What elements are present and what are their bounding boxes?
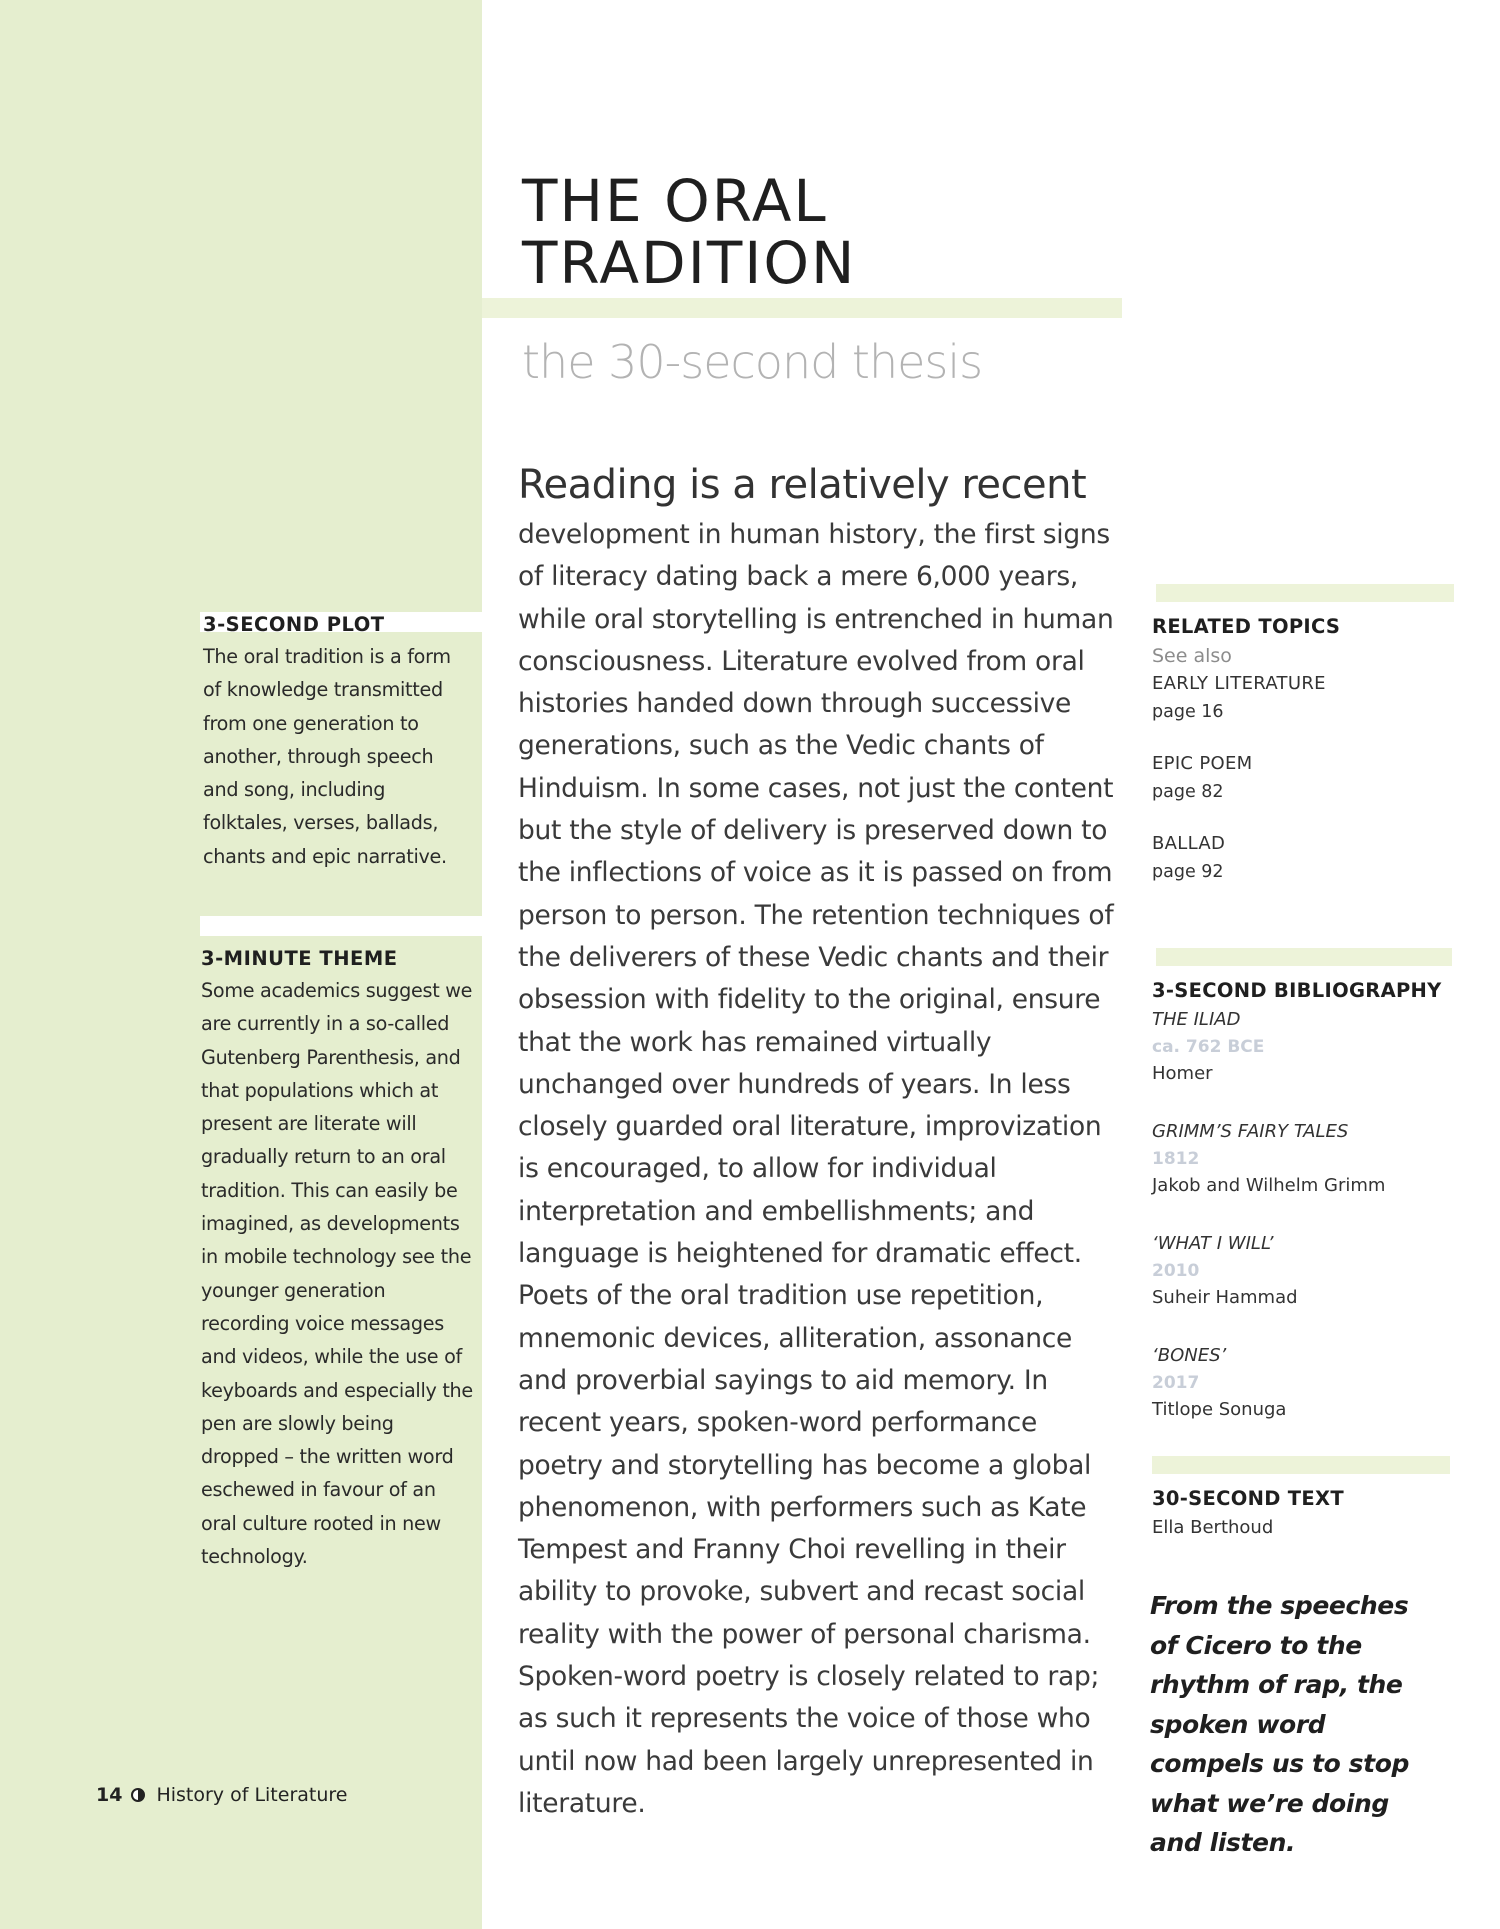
three-second-bibliography bbox=[1152, 976, 1452, 1424]
page-title bbox=[522, 167, 857, 297]
bibliography-author: Suheir Hammad bbox=[1152, 1287, 1298, 1308]
thesis-lead: Reading is a relatively recent bbox=[518, 462, 1087, 508]
related-item bbox=[1152, 750, 1452, 806]
bibliography-title: ‘BONES’ bbox=[1152, 1345, 1227, 1366]
bibliography-item bbox=[1152, 1118, 1452, 1200]
bibliography-item bbox=[1152, 1230, 1452, 1312]
related-item-title: BALLAD bbox=[1152, 833, 1226, 854]
theme-heading: 3-MINUTE THEME bbox=[201, 947, 398, 970]
bibliography-title: THE ILIAD bbox=[1152, 1009, 1241, 1030]
bibliography-year: 2017 bbox=[1152, 1373, 1200, 1393]
theme-text: Some academics suggest we are currently in a so-called Gutenberg Parenthesis, and that populations which at present are literate will gradually return to an oral tradition. This can easily be imagined, as developments in mobile technology see the younger generation recording voice messages and videos, while the use of keyboards and especially the pen are slowly being dropped – the written word eschewed in favour of an oral culture rooted in new technology. bbox=[201, 979, 473, 1569]
bibliography-heading: 3-SECOND BIBLIOGRAPHY bbox=[1152, 979, 1442, 1002]
pull-quote: From the speeches of Cicero to the rhythm of rap, the spoken word compels us to stop what we’re doing and listen. bbox=[1150, 1591, 1409, 1857]
related-heading: RELATED TOPICS bbox=[1152, 615, 1341, 638]
thesis-body: development in human history, the first signs of literacy dating back a mere 6,000 years, while oral storytelling is entrenched in human consciousness. Literature evolved from oral histories handed down through successive generations, such as the Vedic chants of Hinduism. In some cases, not just the content but the style of delivery is preserved down to the inflections of voice as it is passed on from person to person. The retention techniques of the deliverers of these Vedic chants and their obsession with fidelity to the original, ensure that the work has remained virtually unchanged over hundreds of years. In less closely guarded oral literature, improvization is encouraged, to allow for individual interpretation and embellishments; and language is heightened for dramatic effect. Poets of the oral tradition use repetition, mnemonic devices, alliteration, assonance and proverbial sayings to aid memory. In recent years, spoken-word performance poetry and storytelling has become a global phenomenon, with performers such as Kate Tempest and Franny Choi revelling in their ability to provoke, subvert and recast social reality with the power of personal charisma. Spoken-word poetry is closely related to rap; as such it represents the voice of those who until now had been largely unrepresented in literature. bbox=[518, 519, 1114, 1819]
related-item-page: page 16 bbox=[1152, 702, 1224, 722]
plot-heading: 3-SECOND PLOT bbox=[203, 613, 385, 636]
related-topics bbox=[1152, 612, 1452, 886]
bibliography-author: Homer bbox=[1152, 1063, 1213, 1084]
bibliography-year: 2010 bbox=[1152, 1261, 1200, 1281]
bibliography-title: GRIMM’S FAIRY TALES bbox=[1152, 1121, 1349, 1142]
bibliography-year: ca. 762 BCE bbox=[1152, 1037, 1265, 1057]
related-item bbox=[1152, 830, 1452, 886]
related-item-page: page 82 bbox=[1152, 782, 1224, 802]
related-divider-bar bbox=[1156, 584, 1454, 602]
bibliography-author: Jakob and Wilhelm Grimm bbox=[1152, 1175, 1386, 1196]
book-title: History of Literature bbox=[156, 1784, 348, 1806]
see-also-label: See also bbox=[1152, 645, 1232, 667]
title-line-1: THE ORAL bbox=[522, 167, 828, 235]
three-minute-theme bbox=[201, 944, 473, 1573]
half-circle-icon bbox=[131, 1788, 145, 1802]
page-number: 14 bbox=[96, 1784, 123, 1806]
thirty-second-text bbox=[1152, 1484, 1452, 1542]
text-credit-heading: 30-SECOND TEXT bbox=[1152, 1487, 1344, 1510]
related-item-title: EPIC POEM bbox=[1152, 753, 1253, 774]
bibliography-item bbox=[1152, 1342, 1452, 1424]
page-footer bbox=[96, 1784, 347, 1806]
bibliography-item bbox=[1152, 1006, 1452, 1088]
related-item-page: page 92 bbox=[1152, 862, 1224, 882]
page-subtitle: the 30-second thesis bbox=[522, 335, 983, 389]
three-second-plot bbox=[203, 610, 473, 873]
text-credit-author: Ella Berthoud bbox=[1152, 1517, 1274, 1538]
bibliography-divider-bar bbox=[1156, 948, 1452, 966]
related-item-title: EARLY LITERATURE bbox=[1152, 673, 1326, 694]
bibliography-title: ‘WHAT I WILL’ bbox=[1152, 1233, 1274, 1254]
title-underline-bar bbox=[482, 298, 1122, 318]
bibliography-author: Titlope Sonuga bbox=[1152, 1399, 1287, 1420]
related-item bbox=[1152, 670, 1452, 726]
bibliography-year: 1812 bbox=[1152, 1149, 1200, 1169]
plot-text: The oral tradition is a form of knowledge transmitted from one generation to another, through speech and song, including folktales, verses, ballads, chants and epic narrative. bbox=[203, 645, 451, 868]
theme-divider-bar bbox=[200, 916, 482, 936]
text-credit-divider-bar bbox=[1152, 1456, 1450, 1474]
title-line-2: TRADITION bbox=[522, 229, 857, 297]
